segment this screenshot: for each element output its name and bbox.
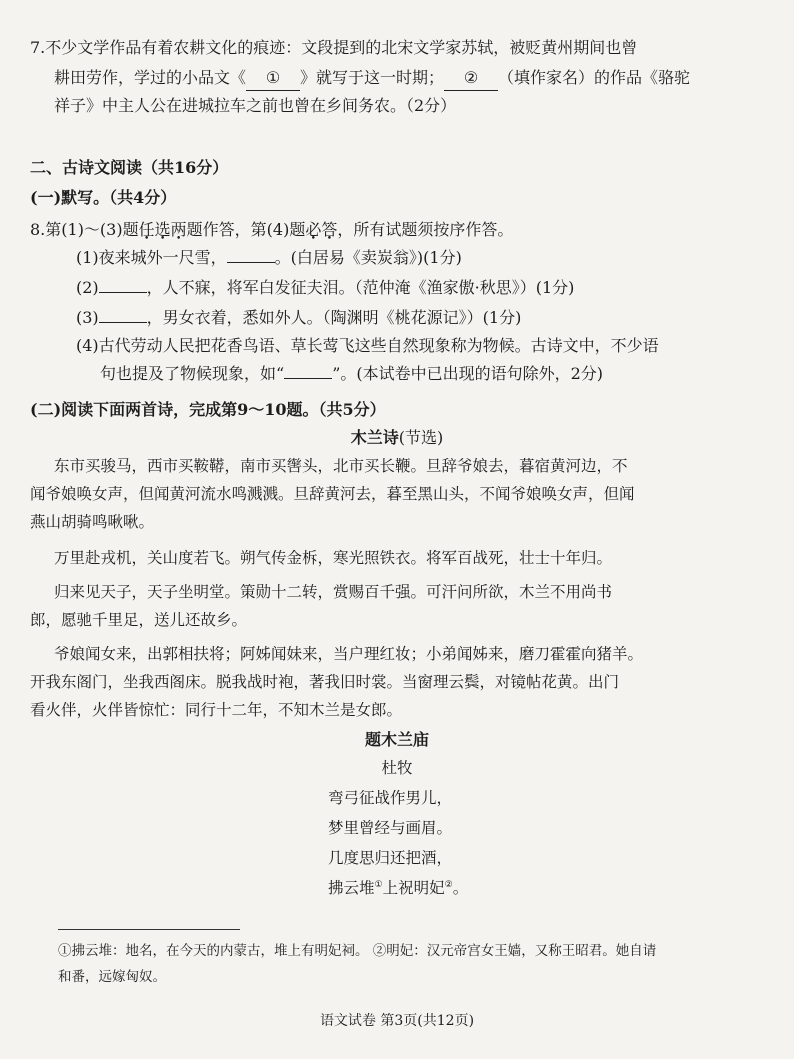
poem-2-line: 梦里曾经与画眉。 [328,819,453,837]
poem-1-para-2: 万里赴戎机，关山度若飞。朔气传金柝，寒光照铁衣。将军百战死，壮士十年归。 [54,549,613,567]
section-2-heading: 二、古诗文阅读（共16分） [30,158,229,177]
q8-item-1 [76,246,794,270]
poem-1-para-3: 郎，愿驰千里足，送儿还故乡。 [30,611,248,629]
q8-4-text: 句也提及了物候现象，如“ [100,364,285,383]
poem-2-author: 杜牧 [381,759,413,777]
q8-2-text: ，人不寐，将军白发征夫泪。（范仲淹《渔家傲·秋思》）(1分) [146,278,575,297]
poem-2-line [328,876,468,900]
footnote-ref-1[interactable]: ① [374,879,383,890]
q7-text: 耕田劳作，学过的小品文《 [54,68,247,87]
q8-4-blank[interactable] [284,378,332,379]
q8-4-text: ”。(本试卷中已出现的语句除外，2分) [332,364,604,383]
poem-2-line: 几度思归还把酒， [328,849,453,867]
poem-1-para-1: 燕山胡骑鸣啾啾。 [30,513,155,531]
q8-1-text: 。(白居易《卖炭翁》)(1分) [274,248,462,267]
q8-text: 题作答，第(4)题 [186,220,306,239]
q7-line-3: 祥子》中主人公在进城拉车之前也曾在乡间务农。（2分） [54,96,457,115]
subsection-1-heading: (一)默写。（共4分） [30,188,177,207]
q8-instruction [30,218,794,242]
q8-text: 8.第(1)～(3)题 [30,220,139,239]
poem-1-para-3: 归来见天子，天子坐明堂。策勋十二转，赏赐百千强。可汗问所欲，木兰不用尚书 [54,583,613,601]
poem-1-title [0,426,794,450]
q7-line-2 [54,66,794,91]
q7-line-1: 7.不少文学作品有着农耕文化的痕迹：文段提到的北宋文学家苏轼，被贬黄州期间也曾 [30,38,638,57]
q8-3-text: ，男女衣着，悉如外人。（陶渊明《桃花源记》）(1分) [146,308,522,327]
q7-blank-1[interactable]: ① [246,66,300,91]
poem-2-text: 上祝明妃 [382,879,445,897]
q8-3-text: (3) [76,308,99,327]
q7-text: 》就写于这一时期； [300,68,445,87]
q8-text: ，所有试题须按序作答。 [337,220,514,239]
footnote-divider [58,929,240,930]
q8-1-text: (1)夜来城外一尺雪， [76,248,227,267]
q8-item-4: (4)古代劳动人民把花香鸟语、草长莺飞这些自然现象称为物候。古诗文中，不少语 [76,336,659,355]
q8-2-blank[interactable] [99,292,147,293]
page-footer: 语文试卷 第3页(共12页) [319,1013,475,1029]
poem-1-para-1: 闻爷娘唤女声，但闻黄河流水鸣溅溅。旦辞黄河去，暮至黑山头，不闻爷娘唤女声，但闻 [30,485,635,503]
poem-1-para-1: 东市买骏马，西市买鞍鞯，南市买辔头，北市买长鞭。旦辞爷娘去，暮宿黄河边，不 [54,457,628,475]
footnote-line: 和番，远嫁匈奴。 [58,969,166,985]
poem-1-para-4: 爷娘闻女来，出郭相扶将；阿姊闻妹来，当户理红妆；小弟闻姊来，磨刀霍霍向猪羊。 [54,645,644,663]
subsection-2-heading: (二)阅读下面两首诗，完成第9～10题。（共5分） [30,400,386,419]
poem-1-para-4: 看火伴，火伴皆惊忙：同行十二年，不知木兰是女郎。 [30,701,403,719]
poem-1-title-text: 木兰诗 [350,428,399,447]
q8-2-text: (2) [76,278,99,297]
poem-2-line: 弯弓征战作男儿， [328,789,453,807]
emphasis-char: 必 [305,220,322,239]
emphasis-char: 任 [138,220,155,239]
poem-1-title-note: (节选) [398,428,444,447]
q8-1-blank[interactable] [227,262,275,263]
footnote-line: ①拂云堆：地名，在今天的内蒙古，堆上有明妃祠。 ②明妃：汉元帝宫女王嫱，又称王昭君。她自请 [58,943,657,959]
footnote-ref-2[interactable]: ② [444,879,453,890]
q7-text: （填作家名）的作品《骆驼 [498,68,691,87]
q8-item-3 [76,306,794,330]
emphasis-char: 选 [154,220,171,239]
q8-3-blank[interactable] [99,322,147,323]
q8-item-4-cont [100,362,794,386]
emphasis-char: 两 [170,220,187,239]
poem-1-para-4: 开我东阁门，坐我西阁床。脱我战时袍，著我旧时裳。当窗理云鬓，对镜帖花黄。出门 [30,673,620,691]
poem-2-text: 拂云堆 [328,879,375,897]
q7-blank-2[interactable]: ② [444,66,498,91]
poem-2-text: 。 [452,879,469,897]
poem-2-title: 题木兰庙 [364,730,429,749]
emphasis-char: 答 [321,220,338,239]
q8-item-2 [76,276,794,300]
